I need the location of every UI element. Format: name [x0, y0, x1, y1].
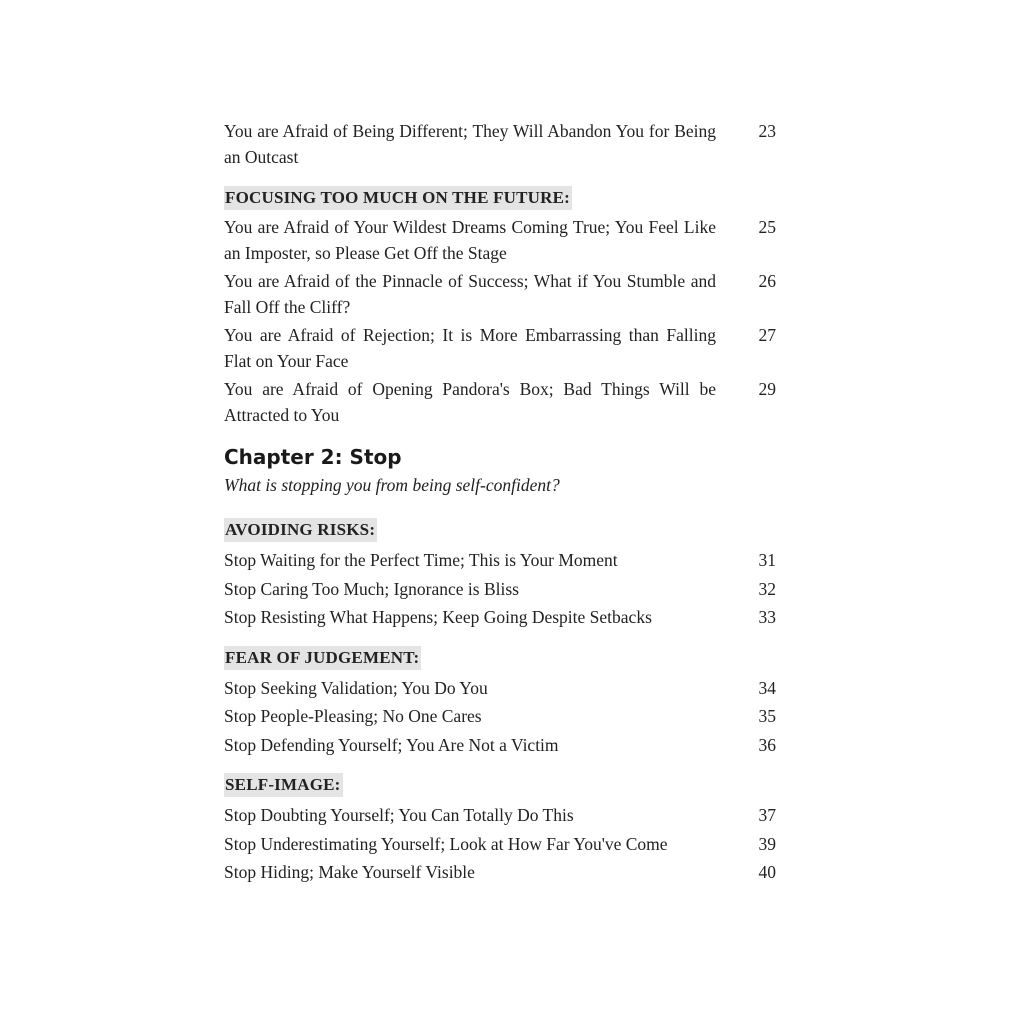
toc-entry-title: You are Afraid of Rejection; It is More Embarrassing than Falling Flat on Your Face: [224, 325, 716, 371]
toc-entry-title: You are Afraid of Your Wildest Dreams Coming True; You Feel Like an Imposter, so Please Get Off the Stage: [224, 217, 716, 263]
section-heading: SELF-IMAGE:: [224, 773, 343, 797]
section-heading-row: [224, 504, 776, 546]
toc-entry-page: 32: [758, 578, 776, 599]
toc-entry-title: You are Afraid of Opening Pandora's Box; Bad Things Will be Attracted to You: [224, 379, 716, 425]
section-heading: FOCUSING TOO MUCH ON THE FUTURE:: [224, 186, 572, 210]
toc-entry-title: Stop Resisting What Happens; Keep Going Despite Setbacks: [224, 607, 652, 627]
toc-entry-page: 37: [758, 805, 776, 825]
toc-entry-title: Stop Hiding; Make Yourself Visible: [224, 862, 475, 882]
toc-entry: [224, 830, 776, 859]
toc-entry: [224, 858, 776, 887]
toc-entry: [224, 674, 776, 703]
toc-entry: [224, 575, 776, 604]
section-heading-row: [224, 632, 776, 674]
section-heading-row: [224, 759, 776, 801]
toc-entry: [224, 118, 776, 170]
toc-entry: [224, 603, 776, 632]
toc-entry: [224, 546, 776, 575]
toc-entry-page: 34: [758, 677, 776, 698]
toc-entry: [224, 214, 776, 266]
toc-entry-page: 31: [758, 550, 776, 570]
toc-entry: [224, 322, 776, 374]
toc-entry-title: You are Afraid of the Pinnacle of Success; What if You Stumble and Fall Off the Cliff?: [224, 271, 716, 317]
toc-entry: [224, 731, 776, 760]
toc-entry: [224, 702, 776, 731]
toc-entry-title: Stop Defending Yourself; You Are Not a Victim: [224, 734, 559, 755]
chapter-title: Chapter 2: Stop: [224, 445, 402, 469]
toc-entry-page: 26: [758, 271, 776, 291]
toc-entry-title: Stop People-Pleasing; No One Cares: [224, 706, 482, 726]
toc-entry-page: 33: [758, 607, 776, 627]
toc-entry-title: Stop Caring Too Much; Ignorance is Bliss: [224, 578, 519, 599]
table-of-contents: [224, 118, 776, 887]
toc-entry-title: Stop Seeking Validation; You Do You: [224, 677, 488, 698]
toc-entry-page: 23: [758, 121, 776, 141]
section-heading: FEAR OF JUDGEMENT:: [224, 646, 421, 670]
toc-entry-page: 29: [758, 379, 776, 399]
toc-entry-title: You are Afraid of Being Different; They Will Abandon You for Being an Outcast: [224, 121, 716, 167]
toc-entry: [224, 376, 776, 428]
toc-entry: [224, 268, 776, 320]
toc-entry-title: Stop Underestimating Yourself; Look at How Far You've Come: [224, 833, 668, 854]
toc-entry-page: 40: [758, 862, 776, 882]
toc-entry-page: 25: [758, 217, 776, 237]
toc-entry-page: 35: [758, 706, 776, 726]
toc-entry-page: 39: [758, 833, 776, 854]
toc-entry-title: Stop Waiting for the Perfect Time; This is Your Moment: [224, 550, 618, 570]
section-heading-row: [224, 172, 776, 214]
chapter-subtitle: What is stopping you from being self-confident?: [224, 475, 560, 495]
toc-entry-title: Stop Doubting Yourself; You Can Totally Do This: [224, 805, 574, 825]
toc-entry: [224, 801, 776, 830]
toc-entry-page: 27: [758, 325, 776, 345]
toc-entry-page: 36: [758, 734, 776, 755]
section-heading: AVOIDING RISKS:: [224, 518, 377, 542]
